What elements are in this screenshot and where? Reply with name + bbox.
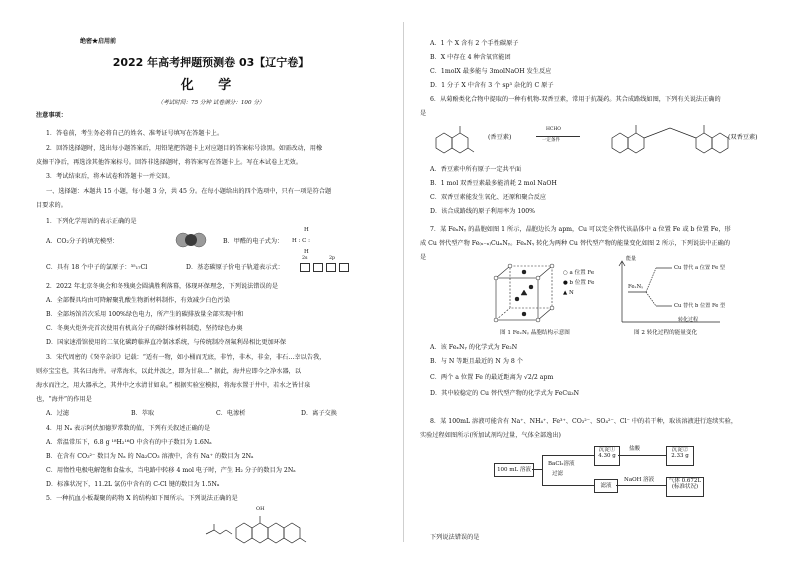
notice-item-1: 1．答卷前，考生务必将自己的姓名、准考证号填写在答题卡上。	[46, 130, 224, 137]
ppt1-label: 沉淀①	[598, 447, 616, 453]
secret-label: 绝密★启用前	[80, 38, 117, 45]
q8-stem-2: 实验过程如图所示(所加试剂均过量，气体全部逸出)	[420, 432, 561, 439]
q3-option-b: B．萃取	[131, 410, 155, 417]
flow-arrow-to-filtrate	[542, 485, 594, 486]
q2-option-b: B．全部场馆首次采用 100%绿色电力，所产生的碳排放量全部实现中和	[46, 311, 244, 318]
q5-option-a: A．1 个 X 含有 2 个手性碳原子	[430, 40, 519, 47]
q6-option-a: A．香豆素中所有原子一定共平面	[430, 166, 522, 173]
legend-a-fe: ○ a 位置 Fe	[563, 270, 595, 276]
q5-option-b: B．X 中存在 4 种含氧官能团	[430, 54, 511, 61]
q6-option-b: B．1 mol 双香豆素最多能消耗 2 mol NaOH	[430, 180, 557, 187]
energy-level-start: FeₓNᵧ	[628, 284, 644, 290]
q7-stem-3: 是	[420, 254, 427, 261]
flow-arrow-to-ppt1	[542, 455, 594, 456]
q3-options	[46, 410, 386, 418]
flow-precipitate-1	[594, 446, 620, 466]
q4-option-b: B．在含有 CO₃²⁻ 数目为 Nₐ 的 Na₂CO₃ 溶液中，含有 Na⁺ 的数目为 2Nₐ	[46, 453, 254, 460]
flow-connector-main	[532, 469, 542, 470]
q7-option-b: B．与 N 等距且最近的 N 为 8 个	[430, 358, 523, 365]
column-divider	[403, 22, 404, 542]
section-1-intro: 一、选择题：本题共 15 小题，每小题 3 分，共 45 分。在每小题给出的四个选项中，只有一项是符合题	[46, 188, 332, 195]
q3-stem-4: 也，“海井”的作用是	[36, 396, 92, 403]
energy-x-axis-label: 转化过程	[678, 317, 699, 323]
flow-arrow-to-gas	[616, 485, 666, 486]
energy-level-a: Cu 替代 a 位置 Fe 型	[674, 265, 725, 271]
section-1-intro-cont: 目要求的。	[36, 202, 67, 209]
q1-option-b: B．甲醛的电子式为：	[223, 238, 284, 245]
q6-reagent: HCHO	[546, 127, 561, 132]
figure-2-caption: 图 2 转化过程的能量变化	[634, 330, 698, 336]
orbital-2p-label: 2p	[329, 256, 336, 261]
flow-reagent-hcl: 盐酸	[629, 446, 641, 452]
q6-option-d: D．该合成路线的原子利用率为 100%	[430, 208, 536, 215]
flow-filtrate: 滤液	[594, 479, 618, 493]
legend-n: ▲ N	[563, 290, 574, 296]
fexny-unit-cell	[490, 262, 560, 326]
q8-tail: 下列说法错误的是	[430, 534, 480, 541]
q7-stem-1: 7．某 FeₓNᵧ 的晶胞如图 1 所示，晶胞边长为 apm，Cu 可以完全替代该晶体中 a 位置 Fe 或 b 位置 Fe，形	[430, 226, 731, 233]
carbon-orbital-diagram	[300, 263, 350, 272]
flow-branch-line	[542, 455, 543, 485]
flow-gas	[666, 477, 704, 497]
q3-stem-2: 则亦宝宝也，其名曰海井。寻常海水，以此井汲之，即为甘泉…” 据此，海井应即今之净水器，以	[36, 368, 302, 375]
q7-stem-2: 成 Cu 替代型产物 Fe₍ₓ₋ₙ₎CuₙNᵧ。FeₓNᵧ 转化为两种 Cu 替代型产物的能量变化如图 2 所示，下列说法中正确的	[420, 240, 731, 247]
figure-1-caption: 图 1 FeₓNᵧ 晶胞结构示意图	[500, 330, 570, 336]
q3-option-d: D．离子交换	[301, 410, 337, 417]
q6-option-c: C．双香豆素能发生氧化、还原和聚合反应	[430, 194, 547, 201]
ppt2-mass: 2.33 g	[671, 453, 689, 460]
q2-option-d: D．国家速滑馆使用的二氧化碳跨临界直冷制冰系统，与传统制冷剂氟利昂相比更加环保	[46, 339, 287, 346]
q3-option-c: C．电渗析	[216, 410, 246, 417]
energy-axis-label: 能量	[626, 256, 637, 262]
flow-arrow-to-ppt2	[618, 455, 666, 456]
q5-oh-label: OH	[256, 506, 265, 512]
q6-condition: 一定条件	[542, 138, 560, 143]
orbital-box-2s	[300, 263, 310, 272]
q4-stem: 4．用 Nₐ 表示阿伏加德罗常数的值，下列有关叙述正确的是	[46, 425, 211, 432]
q4-option-d: D．标准状况下，11.2L 氯仿中含有的 C-Cl 键的数目为 1.5Nₐ	[46, 481, 220, 488]
energy-level-b: Cu 替代 b 位置 Fe 型	[674, 303, 726, 309]
flow-precipitate-2	[666, 446, 694, 466]
notice-item-2-cont: 皮擦干净后，再选涂其他答案标号。回答非选择题时，将答案写在答题卡上。写在本试卷上无效。	[36, 159, 303, 166]
q4-option-c: C．用惰性电极电解饱和食盐水，当电路中转移 4 mol 电子时，产生 H₂ 分子的数目为 2Nₐ	[46, 467, 296, 474]
dicoumarol-label: (双香豆素)	[728, 134, 758, 141]
orbital-box-2p-3	[339, 263, 349, 272]
q2-option-a: A．全部餐具均由可降解聚乳酸生物新材料制作，有效减少白色污染	[46, 297, 230, 304]
q2-option-c: C．冬奥火炬外壳首次使用有机高分子的碳纤维材料制造，坚持绿色办奥	[46, 325, 243, 332]
drug-x-structure	[204, 512, 314, 554]
q5-stem: 5．一种抗血小板凝聚的药物 X 的结构如下图所示。下列说法正确的是	[46, 495, 238, 502]
exam-timing: （考试时间：75 分钟 试卷满分：100 分）	[157, 100, 265, 106]
q5-option-c: C．1molX 最多能与 3molNaOH 发生反应	[430, 68, 552, 75]
orbital-box-2p-2	[326, 263, 336, 272]
flow-reagent-naoh: NaOH 溶液	[624, 477, 655, 483]
q3-stem-3: 海水而注之，用大器承之，其井中之水清甘如泉。” 根据实验室模拟，将海水置于井中，若水之皆甘泉	[36, 382, 311, 389]
orbital-2s-label: 2s	[302, 256, 308, 261]
flow-step-filter: 过滤	[552, 471, 564, 477]
gas-volume: 气体 0.672L	[668, 478, 702, 484]
q7-option-c: C．两个 a 位置 Fe 的最近距离为 √2/2 apm	[430, 374, 554, 381]
notice-item-3: 3．考试结束后，将本试卷和答题卡一并交回。	[46, 173, 174, 180]
q2-stem: 2．2022 年北京冬奥会和冬残奥会圆满胜利落幕，体现环保理念，下列说法错误的是	[46, 283, 279, 290]
flow-reagent-bacl2: BaCl₂溶液	[548, 461, 575, 467]
formaldehyde-h-bottom: H	[304, 249, 309, 255]
q7-option-a: A．该 FeₓNᵧ 的化学式为 Fe₂N	[430, 344, 518, 351]
q4-option-a: A．常温常压下，6.8 g ¹⁸H₂¹⁶O 中含有的中子数目为 1.6Nₐ	[46, 439, 212, 446]
q8-stem-1: 8．某 100mL 溶液可能含有 Na⁺、NH₄⁺、Fe³⁺、CO₃²⁻、SO₄²⁻、Cl⁻ 中的若干种，取该溶液进行连续实验，	[430, 418, 738, 425]
q3-stem-1: 3．宋代周密的《癸辛杂识》记载：“适有一物，如小桶而无底，非竹，非木，非金，非石…幸以告我，	[46, 354, 326, 361]
formaldehyde-lewis: H : C :	[292, 238, 310, 244]
coumarin-structure	[432, 118, 492, 160]
q3-option-a: A．过滤	[46, 410, 70, 417]
coumarin-label: (香豆素)	[488, 134, 512, 141]
q5-option-d: D．1 分子 X 中含有 3 个 sp³ 杂化的 C 原子	[430, 82, 554, 89]
notice-label: 注意事项：	[36, 112, 67, 119]
q6-stem: 6．从菊酚类化合物中提取的一种有机物-双香豆素，常用于抗凝药。其合成路线如图，下列有关说法正确的	[430, 96, 721, 103]
q1-option-c: C．具有 18 个中子的氯原子：³⁵₁₇Cl	[46, 264, 148, 271]
subject-title: 化 学	[180, 78, 242, 93]
q1-option-a: A．CO₂分子的填充模型：	[46, 238, 119, 245]
ppt2-label: 沉淀②	[671, 447, 689, 453]
flow-start-solution: 100 mL 溶液	[494, 463, 534, 477]
notice-item-2: 2．回答选择题时，选出每小题答案后，用铅笔把答题卡上对应题目的答案标号涂黑。如需改动，用橡	[46, 145, 323, 152]
legend-b-fe: ● b 位置 Fe	[563, 280, 595, 286]
q1-stem: 1．下列化学用语的表示正确的是	[46, 218, 137, 225]
dicoumarol-structure	[608, 116, 736, 164]
q1-option-d: D．基态碳原子价电子轨道表示式：	[186, 264, 284, 271]
q6-stem-cont: 是	[420, 110, 427, 117]
gas-condition: (标准状况)	[671, 484, 699, 491]
co2-space-filling-model	[174, 229, 208, 251]
formaldehyde-h-top: H	[304, 227, 309, 233]
q7-option-d: D．其中较稳定的 Cu 替代型产物的化学式为 FeCu₃N	[430, 390, 579, 397]
q6-reaction-arrow	[536, 136, 580, 137]
paper-title: 2022 年高考押题预测卷 03【辽宁卷】	[112, 56, 310, 69]
orbital-box-2p-1	[313, 263, 323, 272]
ppt1-mass: 4.30 g	[598, 453, 616, 460]
